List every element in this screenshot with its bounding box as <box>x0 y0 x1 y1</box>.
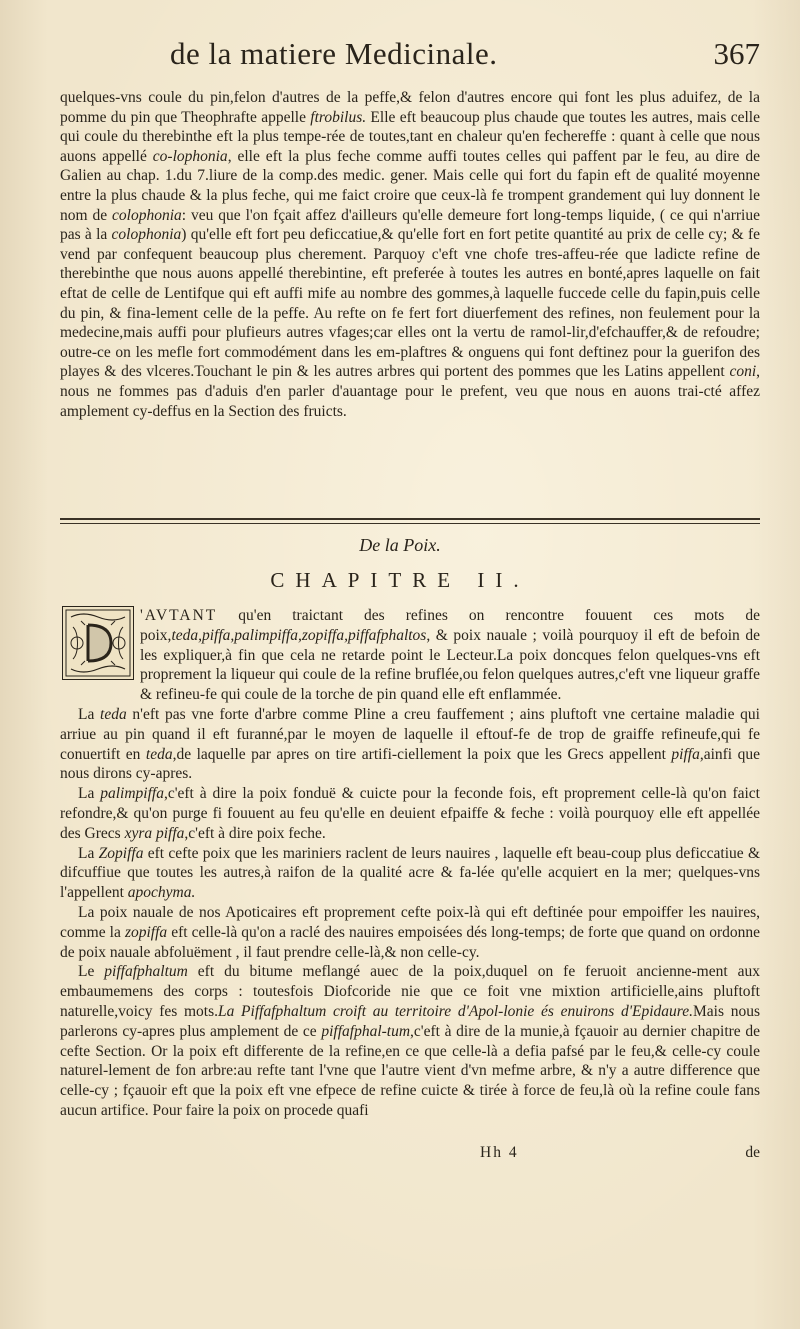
chapter-body <box>60 606 760 1121</box>
paragraph-teda <box>60 705 760 784</box>
text-run: , nous ne fommes pas d'aduis d'en parler d'auantage pour le prefent, veu que nous en auons trai-cté affez amplement cy-deffus en la Section des fruicts. <box>60 363 760 420</box>
text-run: ,c'eft à dire poix feche. <box>184 824 326 842</box>
chapter-title: CHAPITRE II. <box>270 568 530 592</box>
italic-term: xyra piffa <box>124 824 185 842</box>
text-run: La <box>78 705 101 723</box>
text-run: Elle eft beaucoup plus chaude que toutes les autres, mais celle qui coule du therebinthe eft la plus tempe-rée de toutes,tant en chaleur qu'en fechereffe : quant à celle que nous auons appellé <box>60 108 760 165</box>
italic-term: piffa <box>671 745 700 763</box>
paragraph-pissasphaltum <box>60 962 760 1120</box>
italic-term: teda,piffa,palimpiffa,zopiffa,piffafphaltos <box>171 626 427 644</box>
text-run: ,c'eft à dire de la munie,à fçauoir au dernier chapitre de cefte Section. Or la poix eft differente de la refine,en ce que celle-là a defia pafsé par le feu,& celle-cy coule naturel-lement de fon arbre:au refte tant l'vne que l'autre vient d'vn mefme arbre, & n'y a autre difference que celle-cy ; fçauoir eft que la poix eft vne efpece de refine cuicte & tirée à force de feu,là où la refine coule fans aucun artifice. Pour faire la poix on procede quafi <box>60 1022 760 1119</box>
text-run: La <box>78 844 99 862</box>
text-run: qu'en traictant des refines on rencontre fouuent ces mots de poix, <box>140 607 760 644</box>
italic-term: apochyma. <box>127 884 196 902</box>
paragraph-resins <box>60 88 760 421</box>
text-run: Mais nous parlerons cy-apres plus amplement de ce <box>60 1002 760 1040</box>
text-run: , elle eft la plus feche comme auffi toutes celles qui paffent par le feu, au dire de Galien au chap. 1.du 7.liure de la comp.des medic. gener. Mais celle qui fort du fapin eft de qualité moyenne entre la plus chaude & la plus feche, qui me faict croire que ceux-là fe trompent grandement qui luy donnent le nom de <box>60 147 760 224</box>
italic-term: ftrobilus. <box>310 108 367 126</box>
text-run: : veu que l'on fçait affez d'ailleurs qu'elle demeure fort long-temps liquide, ( ce qui n'arriue pas à la <box>60 206 760 244</box>
signature-mark: Hh 4 <box>480 1144 519 1161</box>
text-run: ,c'eft à dire la poix fonduë & cuicte pour la feconde fois, eft proprement celle-là qu'on faict refondre,& qu'on purge fi fouuent au feu qu'elle en deuient efpaiffe & feche : voilà pourquoy elle eft appellée des Grecs <box>60 785 760 842</box>
paragraph-naval-pitch <box>60 903 760 962</box>
text-run: eft cefte poix que les mariniers raclent de leurs nauires , laquelle eft beau-coup plus deficcatiue & difcuffiue que toutes les autres,à raifon de la qualité acre & fa-lée qu'elle acquiert en la mer; quelques-vns l'appellent <box>60 844 760 902</box>
text-run: eft celle-là qu'on a raclé des nauires empoisées dés long-temps; de forte que quand on ordonne de poix nauale abfoluëment , il faut prendre celle-là,& non celle-cy. <box>60 923 760 961</box>
text-run: eft du bitume meflangé auec de la poix,duquel on fe feruoit ancienne-ment aux embaumemens des corps : toutesfois Diofcoride nie que ce foit vne mixtion artificielle,ains pluftoft naturelle,voicy fes mots. <box>60 963 760 1020</box>
catchword: de <box>745 1144 760 1161</box>
italic-term: coni <box>729 363 757 381</box>
running-title: de la matiere Medicinale. <box>170 36 498 71</box>
italic-term: colophonia <box>112 206 182 224</box>
text-run: , & poix nauale ; voilà pourquoy il eft de befoin de les expliquer,à fin que cela ne retarde point le Lecteur.La poix doncques felon quelques-vns eft proprement la liqueur qui coule de la refine bruflée,ou felon quelques autres,c'eft vne liqueur graffe & refineu-fe qui coule de la torche de pin quand elle eft enflammée. <box>140 626 760 704</box>
italic-term: colophonia <box>111 226 182 244</box>
text-run: Le <box>78 963 105 981</box>
italic-term: piffafphaltum <box>104 963 188 981</box>
page-footer <box>60 1144 760 1166</box>
italic-term: teda <box>145 745 173 763</box>
italic-term: teda <box>100 705 127 723</box>
page-header <box>60 36 760 88</box>
section-title: De la Poix. <box>359 535 441 555</box>
text-run: ) qu'elle eft fort peu deficcatiue,& qu'elle fort en fort petite quantité au prix de celle cy; & fe vend par confequent beaucoup plus cherement. Parquoy c'eft vne chofe tres-affeu-rée que ladicte refine de therebinthe que nous auons appellé therebintine, eft preferée à toutes les autres en bonté,apres laquelle on fait eftat de celle de Lentifque qui eft auffi mife au nombre des gommes,à laquelle fuccede celle du fapin,puis celle du pin, & fina-lement celle de la peffe. Au refte on fe fert fort diuerfement des refines, non feulement pour la medecine,mais auffi pour plufieurs autres vfages;car elles ont la vertu de ramol-lir,d'efchauffer,& de refoudre; outre-ce on les mefle fort commodément dans les em-plaftres & onguens qui font deftinez pour la guerifon des playes & des vlceres.Touchant le pin & les autres arbres qui portent des pommes que les Latins appellent <box>60 226 760 381</box>
italic-term: co-lophonia <box>152 147 228 165</box>
italic-term: palimpiffa <box>100 785 164 803</box>
italic-term: Zopiffa <box>98 844 144 862</box>
paragraph-zopissa <box>60 844 760 903</box>
italic-term: piffafphal-tum <box>321 1022 411 1040</box>
text-run: quelques-vns coule du pin,felon d'autres de la peffe,& felon d'autres encore qui font les plus aduifez, de la pomme du pin que Theophrafte appelle <box>60 89 760 126</box>
paragraph-palimpissa <box>60 784 760 843</box>
italic-quote: La Piffafphaltum croift au territoire d'Apol-lonie és enuirons d'Epidaure. <box>218 1002 694 1020</box>
text-run: n'eft pas vne forte d'arbre comme Pline a creu fauffement ; ains pluftoft vne certaine maladie qui arriue au pin quand il eft furanné,par le moyen de laquelle il eftouf-fe de trop de graiffe refineufe,qui fe conuertift en <box>60 705 760 763</box>
text-run: ,de laquelle par apres on tire artifi-ciellement la poix que les Grecs appellent <box>172 745 672 763</box>
italic-term: zopiffa <box>124 923 168 941</box>
text-run: La poix nauale de nos Apoticaires eft proprement cefte poix-là qui eft deftinée pour empoiffer les nauires, comme la <box>60 903 760 941</box>
paragraph-intro <box>60 606 760 705</box>
page-number: 367 <box>713 36 760 71</box>
lead-word: 'AVTANT <box>140 607 218 624</box>
text-run: La <box>78 785 101 803</box>
text-run: ,ainfi que nous dirons cy-apres. <box>60 745 760 783</box>
section-divider <box>60 518 760 524</box>
top-paragraph <box>60 88 760 421</box>
